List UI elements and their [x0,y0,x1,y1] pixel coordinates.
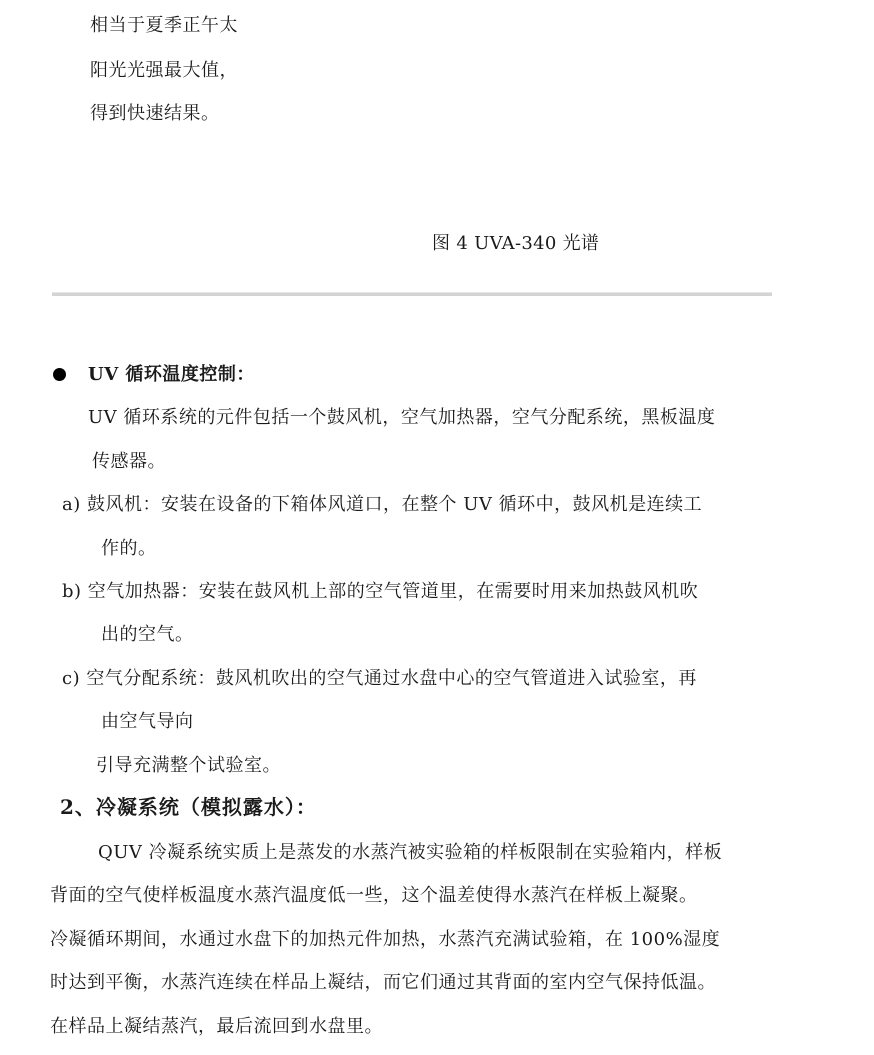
list-item-c-cont: 引导充满整个试验室。 [96,755,281,776]
condensation-section-heading: 2、冷凝系统（模拟露水）： [60,795,317,819]
paragraph-line: 时达到平衡，水蒸汽连续在样品上凝结，而它们通过其背面的室内空气保持低温。 [50,972,716,993]
paragraph-line: 在样品上凝结蒸汽，最后流回到水盘里。 [50,1016,383,1037]
uv-section-heading: UV 循环温度控制： [88,364,255,385]
paragraph-line: 背面的空气使样板温度水蒸汽温度低一些，这个温差使得水蒸汽在样板上凝聚。 [50,885,698,906]
paragraph-line: QUV 冷凝系统实质上是蒸发的水蒸汽被实验箱的样板限制在实验箱内，样板 [98,842,723,863]
horizontal-divider [52,292,772,296]
intro-line: 相当于夏季正午太 [90,15,238,36]
list-item-a-cont: 作的。 [101,538,157,559]
list-item-b: b) 空气加热器：安装在鼓风机上部的空气管道里，在需要时用来加热鼓风机吹 [62,581,699,602]
intro-line: 阳光光强最大值， [90,60,238,81]
intro-line: 得到快速结果。 [90,103,220,124]
uv-section-desc: UV 循环系统的元件包括一个鼓风机，空气加热器，空气分配系统，黑板温度 [88,407,716,428]
list-item-c: c) 空气分配系统：鼓风机吹出的空气通过水盘中心的空气管道进入试验室，再 [62,668,697,689]
figure-caption: 图 4 UVA-340 光谱 [432,233,600,254]
list-item-b-cont: 出的空气。 [101,624,194,645]
paragraph-line: 冷凝循环期间，水通过水盘下的加热元件加热，水蒸汽充满试验箱，在 100%湿度 [50,929,721,950]
bullet-icon [53,368,66,381]
uv-section-desc: 传感器。 [92,451,166,472]
list-item-c-cont: 由空气导向 [101,711,194,732]
list-item-a: a) 鼓风机：安装在设备的下箱体风道口，在整个 UV 循环中，鼓风机是连续工 [62,494,703,515]
